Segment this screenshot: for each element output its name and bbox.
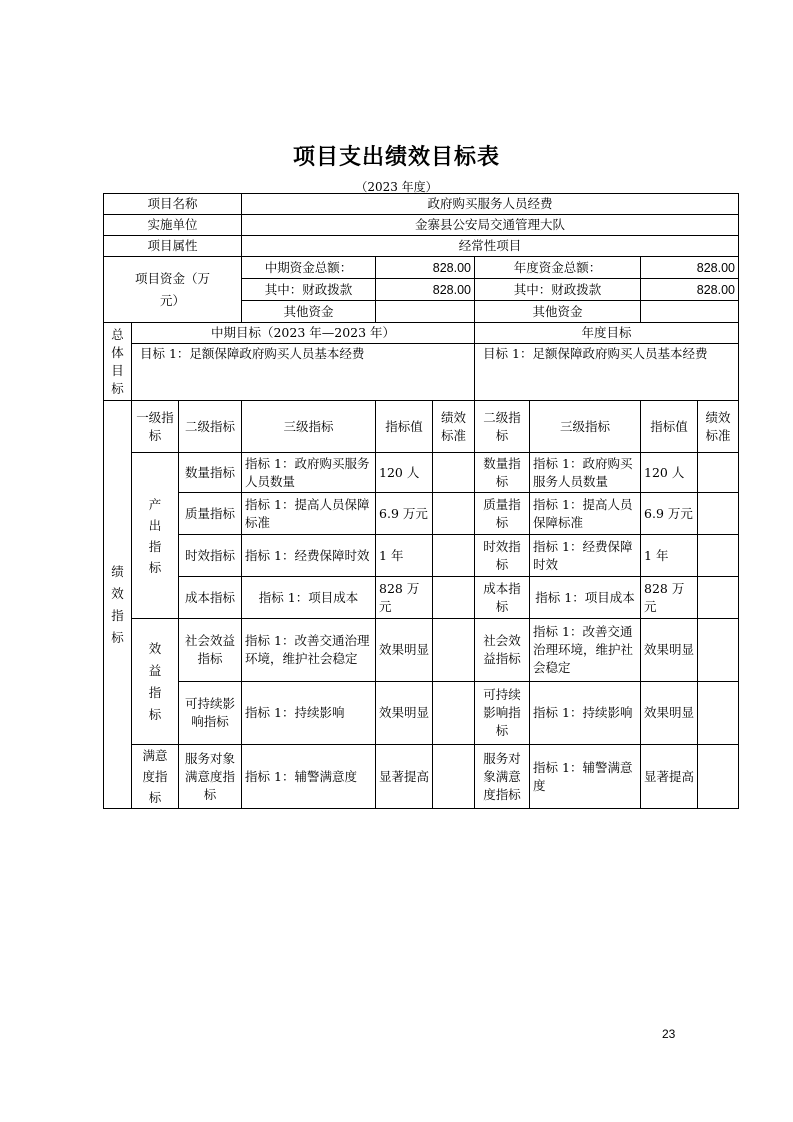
- annual-sustainability-indicator-value: 效果明显: [641, 682, 698, 745]
- annual-service-satisfaction-indicator-value: 显著提高: [641, 745, 698, 809]
- standard-header: 绩效标准: [433, 401, 475, 453]
- quality-indicator-detail: 指标 1：提高人员保障标准: [242, 493, 376, 535]
- annual-sustainability-indicator: 可持续影响指标: [475, 682, 530, 745]
- overall-goal-label: [104, 323, 132, 401]
- performance-indicator-label: [104, 401, 132, 809]
- annual-cost-indicator-value: 828 万元: [641, 577, 698, 619]
- overall-goal-label-text: 总体目标: [111, 326, 124, 396]
- service-satisfaction-indicator: 服务对象满意度指标: [179, 745, 242, 809]
- timeliness-indicator-detail: 指标 1：经费保障时效: [242, 535, 376, 577]
- quality-indicator: 质量指标: [179, 493, 242, 535]
- service-satisfaction-indicator-detail: 指标 1：辅警满意度: [242, 745, 376, 809]
- annual-cost-indicator-detail: 指标 1：项目成本: [530, 577, 641, 619]
- timeliness-indicator-value: 1 年: [376, 535, 433, 577]
- service-satisfaction-indicator-value: 显著提高: [376, 745, 433, 809]
- annual-goal-text: 目标 1：足额保障政府购买人员基本经费: [475, 344, 739, 401]
- annual-total-label: 年度资金总额：: [475, 257, 641, 279]
- quality-indicator-value: 6.9 万元: [376, 493, 433, 535]
- annual-standard-header: 绩效标准: [698, 401, 739, 453]
- year-label: （2023 年度）: [355, 180, 438, 194]
- annual-timeliness-indicator-standard: [698, 535, 739, 577]
- table-row: [104, 323, 739, 344]
- performance-table: [103, 193, 739, 809]
- social-benefit-indicator-value: 效果明显: [376, 619, 433, 682]
- page-number: 23: [662, 1027, 676, 1041]
- annual-fiscal-value: 828.00: [641, 279, 739, 301]
- mid-other-value: [376, 301, 475, 323]
- satisfaction-indicator-group: [132, 745, 179, 809]
- table-row: [104, 344, 739, 401]
- table-row: [104, 236, 739, 257]
- quantity-indicator-standard: [433, 453, 475, 493]
- social-benefit-indicator: 社会效益指标: [179, 619, 242, 682]
- annual-quantity-indicator: 数量指标: [475, 453, 530, 493]
- table-row: [104, 194, 739, 215]
- table-row: [104, 493, 739, 535]
- table-row: [104, 619, 739, 682]
- sustainability-indicator-detail: 指标 1：持续影响: [242, 682, 376, 745]
- level1-header: 一级指标: [132, 401, 179, 453]
- level2-header: 二级指标: [179, 401, 242, 453]
- annual-timeliness-indicator-detail: 指标 1：经费保障时效: [530, 535, 641, 577]
- annual-sustainability-indicator-detail: 指标 1：持续影响: [530, 682, 641, 745]
- table-row: [104, 215, 739, 236]
- quantity-indicator-value: 120 人: [376, 453, 433, 493]
- table-row: [104, 257, 739, 279]
- annual-cost-indicator: 成本指标: [475, 577, 530, 619]
- table-row: [104, 577, 739, 619]
- sustainability-indicator-value: 效果明显: [376, 682, 433, 745]
- quantity-indicator-detail: 指标 1：政府购买服务人员数量: [242, 453, 376, 493]
- sustainability-indicator: 可持续影响指标: [179, 682, 242, 745]
- annual-social-benefit-indicator-value: 效果明显: [641, 619, 698, 682]
- table-row: [104, 535, 739, 577]
- table-row: [104, 453, 739, 493]
- cost-indicator-detail: 指标 1：项目成本: [242, 577, 376, 619]
- annual-quality-indicator: 质量指标: [475, 493, 530, 535]
- mid-fiscal-value: 828.00: [376, 279, 475, 301]
- table-row: [104, 682, 739, 745]
- performance-indicator-label-text: 绩效指标: [111, 563, 124, 645]
- output-indicator-group-text: 产出指标: [148, 496, 162, 575]
- annual-level3-header: 三级指标: [530, 401, 641, 453]
- satisfaction-indicator-group-text: 满意度指标: [142, 748, 168, 805]
- cost-indicator-standard: [433, 577, 475, 619]
- output-indicator-group: [132, 453, 179, 619]
- social-benefit-indicator-detail: 指标 1：改善交通治理环境，维护社会稳定: [242, 619, 376, 682]
- value-header: 指标值: [376, 401, 433, 453]
- sustainability-indicator-standard: [433, 682, 475, 745]
- annual-service-satisfaction-indicator: 服务对象满意度指标: [475, 745, 530, 809]
- quantity-indicator: 数量指标: [179, 453, 242, 493]
- timeliness-indicator-standard: [433, 535, 475, 577]
- mid-total-value: 828.00: [376, 257, 475, 279]
- annual-social-benefit-indicator-detail: 指标 1：改善交通治理环境，维护社会稳定: [530, 619, 641, 682]
- annual-quality-indicator-standard: [698, 493, 739, 535]
- project-funds-label: [104, 257, 242, 323]
- level3-header: 三级指标: [242, 401, 376, 453]
- annual-other-label: 其他资金: [475, 301, 641, 323]
- social-benefit-indicator-standard: [433, 619, 475, 682]
- project-attribute-value: 经常性项目: [242, 236, 739, 257]
- quality-indicator-standard: [433, 493, 475, 535]
- mid-fiscal-label: 其中：财政拨款: [242, 279, 376, 301]
- benefit-indicator-group: [132, 619, 179, 745]
- mid-term-goal-header: 中期目标（2023 年—2023 年）: [132, 323, 475, 344]
- annual-sustainability-indicator-standard: [698, 682, 739, 745]
- annual-quantity-indicator-standard: [698, 453, 739, 493]
- project-name-value: 政府购买服务人员经费: [242, 194, 739, 215]
- annual-total-value: 828.00: [641, 257, 739, 279]
- table-row: [104, 401, 739, 453]
- annual-social-benefit-indicator: 社会效益指标: [475, 619, 530, 682]
- page-title: 项目支出绩效目标表: [292, 145, 500, 170]
- annual-quality-indicator-value: 6.9 万元: [641, 493, 698, 535]
- implementing-unit-value: 金寨县公安局交通管理大队: [242, 215, 739, 236]
- cost-indicator: 成本指标: [179, 577, 242, 619]
- annual-other-value: [641, 301, 739, 323]
- annual-service-satisfaction-indicator-detail: 指标 1：辅警满意度: [530, 745, 641, 809]
- service-satisfaction-indicator-standard: [433, 745, 475, 809]
- mid-term-goal-text: 目标 1：足额保障政府购买人员基本经费: [132, 344, 475, 401]
- annual-quantity-indicator-detail: 指标 1：政府购买服务人员数量: [530, 453, 641, 493]
- annual-service-satisfaction-indicator-standard: [698, 745, 739, 809]
- annual-goal-header: 年度目标: [475, 323, 739, 344]
- annual-value-header: 指标值: [641, 401, 698, 453]
- project-name-label: 项目名称: [104, 194, 242, 215]
- cost-indicator-value: 828 万元: [376, 577, 433, 619]
- annual-social-benefit-indicator-standard: [698, 619, 739, 682]
- implementing-unit-label: 实施单位: [104, 215, 242, 236]
- timeliness-indicator: 时效指标: [179, 535, 242, 577]
- annual-level2-header: 二级指标: [475, 401, 530, 453]
- table-row: [104, 745, 739, 809]
- annual-timeliness-indicator-value: 1 年: [641, 535, 698, 577]
- annual-cost-indicator-standard: [698, 577, 739, 619]
- annual-timeliness-indicator: 时效指标: [475, 535, 530, 577]
- annual-quality-indicator-detail: 指标 1：提高人员保障标准: [530, 493, 641, 535]
- project-attribute-label: 项目属性: [104, 236, 242, 257]
- mid-other-label: 其他资金: [242, 301, 376, 323]
- benefit-indicator-group-text: 效益指标: [148, 640, 162, 722]
- annual-quantity-indicator-value: 120 人: [641, 453, 698, 493]
- annual-fiscal-label: 其中：财政拨款: [475, 279, 641, 301]
- mid-total-label: 中期资金总额：: [242, 257, 376, 279]
- project-funds-label-text: 项目资金（万元）: [134, 270, 210, 308]
